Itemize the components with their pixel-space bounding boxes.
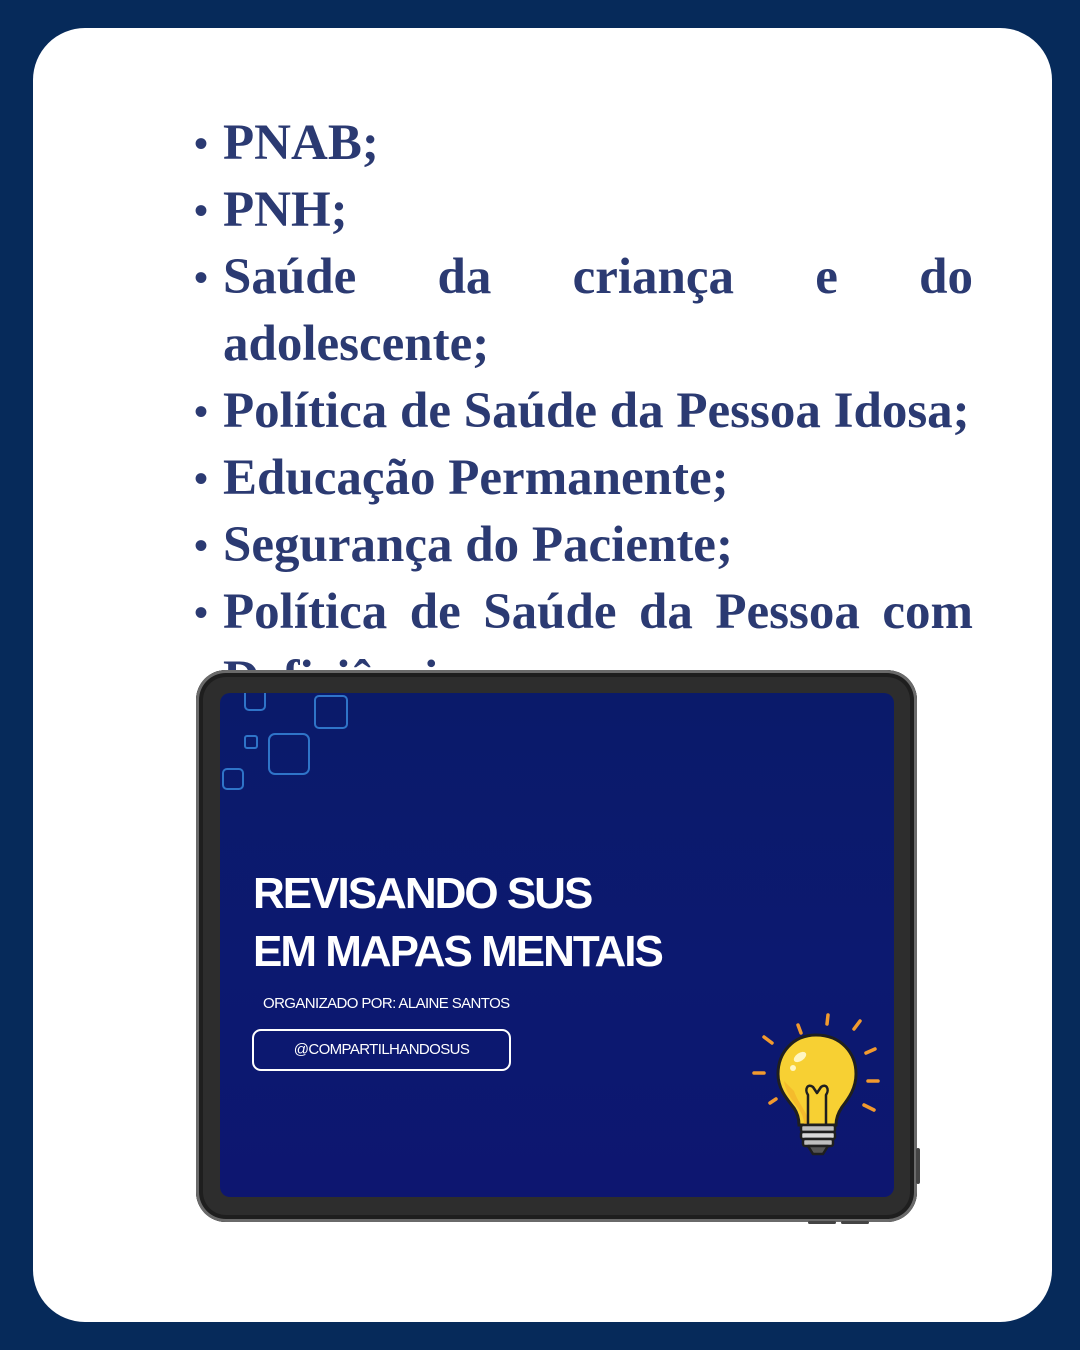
decor-square-icon	[244, 735, 258, 749]
screen-title-line: REVISANDO SUS	[253, 869, 592, 918]
tablet-screen	[220, 693, 894, 1197]
lightbulb-icon	[750, 1011, 890, 1161]
tablet-bottom-button	[841, 1221, 869, 1224]
screen-title-line: EM MAPAS MENTAIS	[253, 927, 662, 976]
list-item	[191, 244, 973, 378]
list-item	[191, 110, 973, 177]
list-item	[191, 445, 973, 512]
content-card	[33, 28, 1052, 1322]
screen-title	[253, 865, 662, 981]
topic-text: Segurança do Paciente;	[223, 517, 733, 573]
topic-text: Educação Permanente;	[223, 450, 729, 506]
bullet-icon: •	[193, 389, 208, 434]
topic-text: PNAB;	[223, 115, 379, 171]
bullet-icon: •	[193, 590, 208, 635]
topic-text: Política de Saúde da Pessoa Idosa;	[223, 383, 970, 439]
bullet-icon: •	[193, 255, 208, 300]
topic-text: PNH;	[223, 182, 348, 238]
list-item	[191, 378, 973, 445]
tablet-bottom-button	[808, 1221, 836, 1224]
decor-square-icon	[268, 733, 310, 775]
tablet-side-button	[916, 1148, 920, 1184]
organizer-label: ORGANIZADO POR: ALAINE SANTOS	[263, 995, 510, 1012]
bullet-icon: •	[193, 121, 208, 166]
bullet-icon: •	[193, 188, 208, 233]
topic-list	[191, 110, 973, 713]
handle-badge: @COMPARTILHANDOSUS	[252, 1029, 511, 1071]
bullet-icon: •	[193, 523, 208, 568]
topic-text: Saúde da criança e do adolescente;	[223, 249, 973, 372]
list-item	[191, 512, 973, 579]
decor-square-icon	[222, 768, 244, 790]
bullet-icon: •	[193, 456, 208, 501]
decor-square-icon	[314, 695, 348, 729]
list-item	[191, 177, 973, 244]
topic-text: Política de Saúde da Pessoa com	[223, 584, 973, 640]
tablet-mockup	[196, 670, 917, 1222]
decor-square-icon	[244, 693, 266, 711]
